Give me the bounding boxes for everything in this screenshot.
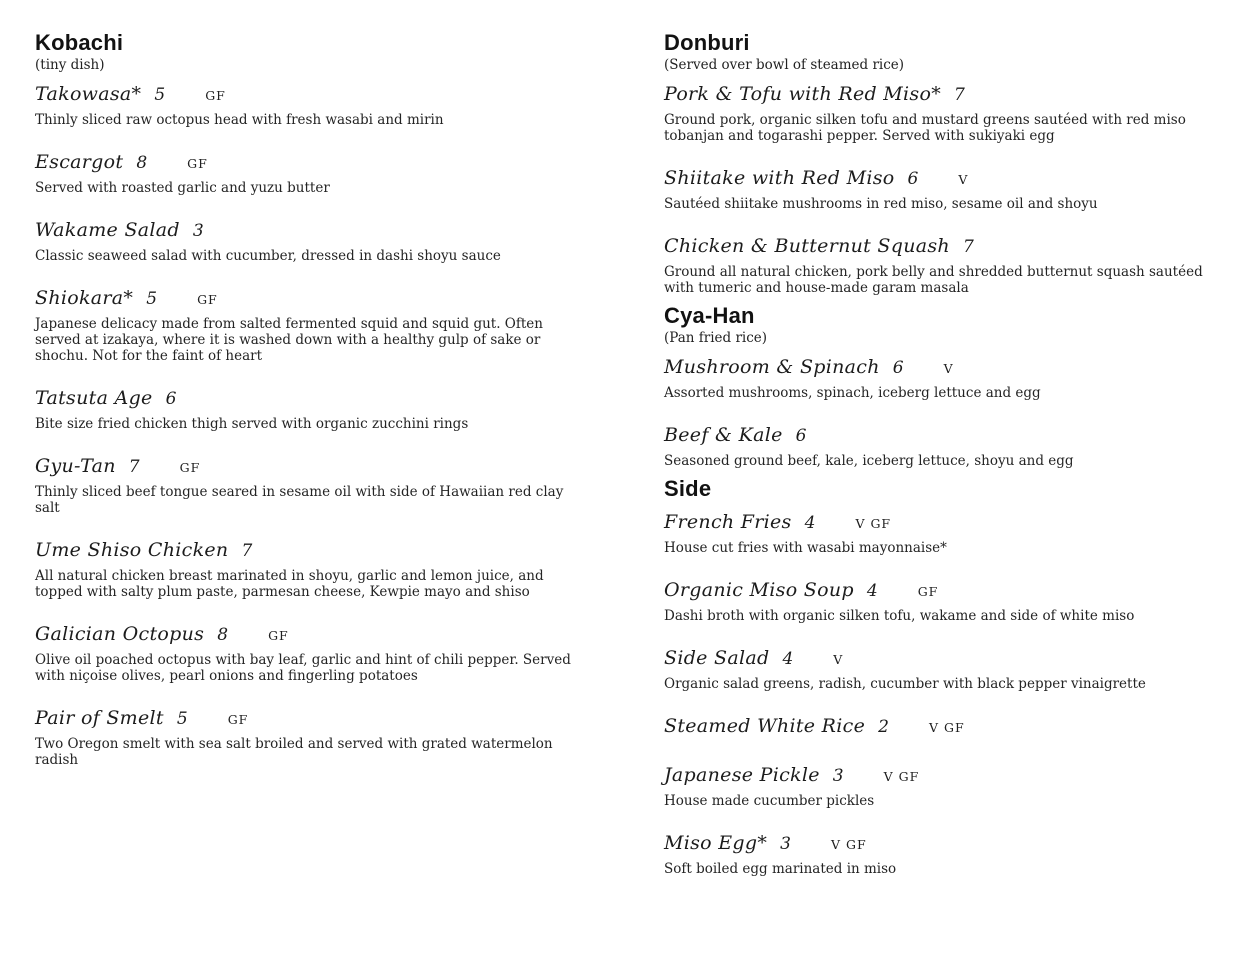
item-name: Tatsuta Age — [35, 387, 153, 409]
item-name-line — [35, 217, 629, 245]
item-description: All natural chicken breast marinated in shoyu, garlic and lemon juice, and topped with salty plum paste, parmesan cheese, Kewpie mayo and shiso — [35, 568, 544, 600]
item-price: 7 — [962, 237, 974, 257]
item-price: 4 — [866, 581, 878, 601]
item-description: House made cucumber pickles — [664, 793, 875, 809]
item-price: 7 — [128, 457, 140, 477]
item-description: Ground pork, organic silken tofu and mustard greens sautéed with red miso tobanjan and togarashi pepper. Served with sukiyaki egg — [664, 112, 1186, 144]
diet-badge: GF — [205, 88, 226, 103]
menu-section — [664, 30, 1224, 74]
item-name: Steamed White Rice — [664, 715, 866, 737]
item-price: 6 — [795, 426, 807, 446]
item-description: Japanese delicacy made from salted fermented squid and squid gut. Often served at izakaya, where it is washed down with a healthy gulp of sake or shochu. Not for the faint of heart — [35, 316, 543, 364]
item-description: Bite size fried chicken thigh served with organic zucchini rings — [35, 416, 469, 432]
item-description: Served with roasted garlic and yuzu butter — [35, 180, 330, 196]
item-name: Mushroom & Spinach — [664, 356, 880, 378]
item-price: 7 — [241, 541, 253, 561]
menu-section — [664, 303, 1224, 347]
menu-item — [664, 762, 1224, 809]
item-name: Chicken & Butternut Squash — [664, 235, 950, 257]
item-name: Side Salad — [664, 647, 770, 669]
section-subtitle: (Pan fried rice) — [664, 330, 768, 346]
item-description: Organic salad greens, radish, cucumber with black pepper vinaigrette — [664, 676, 1146, 692]
item-name-line — [35, 149, 629, 177]
item-name-line — [35, 285, 629, 313]
diet-badge: V GF — [883, 769, 920, 784]
item-name: Takowasa* — [35, 83, 142, 105]
section-subtitle: (tiny dish) — [35, 57, 105, 73]
menu-section — [664, 476, 1224, 502]
diet-badge: GF — [197, 292, 218, 307]
menu-item — [35, 705, 629, 768]
item-name: Escargot — [35, 151, 124, 173]
item-name-line — [664, 762, 1224, 790]
item-name-line — [35, 385, 629, 413]
diet-badge: GF — [227, 712, 249, 727]
item-name-line — [664, 165, 1224, 193]
menu-item — [664, 165, 1224, 212]
item-description: Olive oil poached octopus with bay leaf, garlic and hint of chili pepper. Served with niçoise olives, pearl onions and fingerling potatoes — [35, 652, 571, 684]
item-name: Wakame Salad — [35, 219, 180, 241]
diet-badge: GF — [268, 628, 289, 643]
menu-item — [35, 81, 629, 128]
menu-item — [664, 645, 1224, 692]
item-description: Thinly sliced raw octopus head with fresh wasabi and mirin — [35, 112, 444, 128]
item-name-line — [664, 577, 1224, 605]
item-name-line — [664, 422, 1224, 450]
item-description: Ground all natural chicken, pork belly and shredded butternut squash sautéed with tumeric and house-made garam masala — [664, 264, 1203, 296]
item-name-line — [664, 354, 1224, 382]
item-description: House cut fries with wasabi mayonnaise* — [664, 540, 947, 556]
item-name-line — [35, 81, 629, 109]
menu-item — [35, 149, 629, 196]
menu-item — [35, 385, 629, 432]
diet-badge: GF — [179, 460, 201, 475]
menu-item — [35, 285, 629, 364]
section-title: Cya-Han — [664, 303, 755, 328]
item-price: 4 — [782, 649, 794, 669]
section-title: Kobachi — [35, 30, 124, 55]
item-name-line — [664, 509, 1224, 537]
menu-item — [35, 217, 629, 264]
item-name-line — [664, 713, 1224, 741]
item-name: French Fries — [664, 511, 792, 533]
item-price: 8 — [217, 625, 229, 645]
item-name-line — [664, 830, 1224, 858]
item-name: Shiokara* — [35, 287, 134, 309]
item-price: 4 — [804, 513, 816, 533]
diet-badge: V GF — [830, 837, 867, 852]
item-description: Two Oregon smelt with sea salt broiled and served with grated watermelon radish — [35, 736, 553, 768]
item-price: 3 — [832, 766, 844, 786]
menu-item — [664, 577, 1224, 624]
item-price: 3 — [192, 221, 204, 241]
item-price: 6 — [907, 169, 919, 189]
menu-item — [35, 537, 629, 600]
item-name-line — [35, 621, 629, 649]
menu-column-left — [35, 30, 629, 898]
item-name: Miso Egg* — [664, 832, 768, 854]
item-description: Thinly sliced beef tongue seared in sesame oil with side of Hawaiian red clay salt — [35, 484, 564, 516]
item-name-line — [664, 233, 1224, 261]
item-description: Soft boiled egg marinated in miso — [664, 861, 897, 877]
item-price: 5 — [154, 85, 166, 105]
item-price: 6 — [165, 389, 177, 409]
item-price: 3 — [780, 834, 791, 854]
section-title: Side — [664, 476, 712, 501]
menu-item — [664, 713, 1224, 741]
section-title: Donburi — [664, 30, 750, 55]
menu-item — [664, 509, 1224, 556]
item-name: Pair of Smelt — [35, 707, 164, 729]
item-name: Shiitake with Red Miso — [664, 167, 895, 189]
diet-badge: V — [943, 361, 954, 376]
menu-item — [664, 422, 1224, 469]
item-name-line — [664, 645, 1224, 673]
section-subtitle: (Served over bowl of steamed rice) — [664, 57, 905, 73]
item-description: Assorted mushrooms, spinach, iceberg lettuce and egg — [664, 385, 1041, 401]
item-name-line — [35, 453, 629, 481]
item-price: 5 — [176, 709, 188, 729]
item-name-line — [35, 537, 629, 565]
diet-badge: V GF — [855, 516, 892, 531]
item-name: Galician Octopus — [35, 623, 205, 645]
item-price: 2 — [878, 717, 889, 737]
item-price: 6 — [892, 358, 904, 378]
diet-badge: V GF — [928, 720, 965, 735]
item-description: Classic seaweed salad with cucumber, dressed in dashi shoyu sauce — [35, 248, 501, 264]
item-name: Organic Miso Soup — [664, 579, 854, 601]
item-description: Sautéed shiitake mushrooms in red miso, sesame oil and shoyu — [664, 196, 1098, 212]
item-name: Beef & Kale — [664, 424, 783, 446]
menu-item — [35, 453, 629, 516]
item-price: 5 — [146, 289, 158, 309]
menu-item — [35, 621, 629, 684]
item-name: Japanese Pickle — [664, 764, 820, 786]
item-price: 7 — [954, 85, 965, 105]
menu-column-right — [664, 30, 1224, 898]
diet-badge: V — [958, 172, 969, 187]
item-description: Seasoned ground beef, kale, iceberg lettuce, shoyu and egg — [664, 453, 1074, 469]
item-name-line — [35, 705, 629, 733]
menu-section — [35, 30, 629, 74]
diet-badge: GF — [917, 584, 939, 599]
item-price: 8 — [136, 153, 148, 173]
menu-item — [664, 81, 1224, 144]
item-name: Ume Shiso Chicken — [35, 539, 229, 561]
menu-item — [664, 354, 1224, 401]
diet-badge: V — [833, 652, 844, 667]
item-name-line — [664, 81, 1224, 109]
menu-item — [664, 233, 1224, 296]
diet-badge: GF — [187, 156, 208, 171]
item-name: Gyu-Tan — [35, 455, 116, 477]
item-name: Pork & Tofu with Red Miso* — [664, 83, 942, 105]
menu-item — [664, 830, 1224, 877]
item-description: Dashi broth with organic silken tofu, wakame and side of white miso — [664, 608, 1135, 624]
